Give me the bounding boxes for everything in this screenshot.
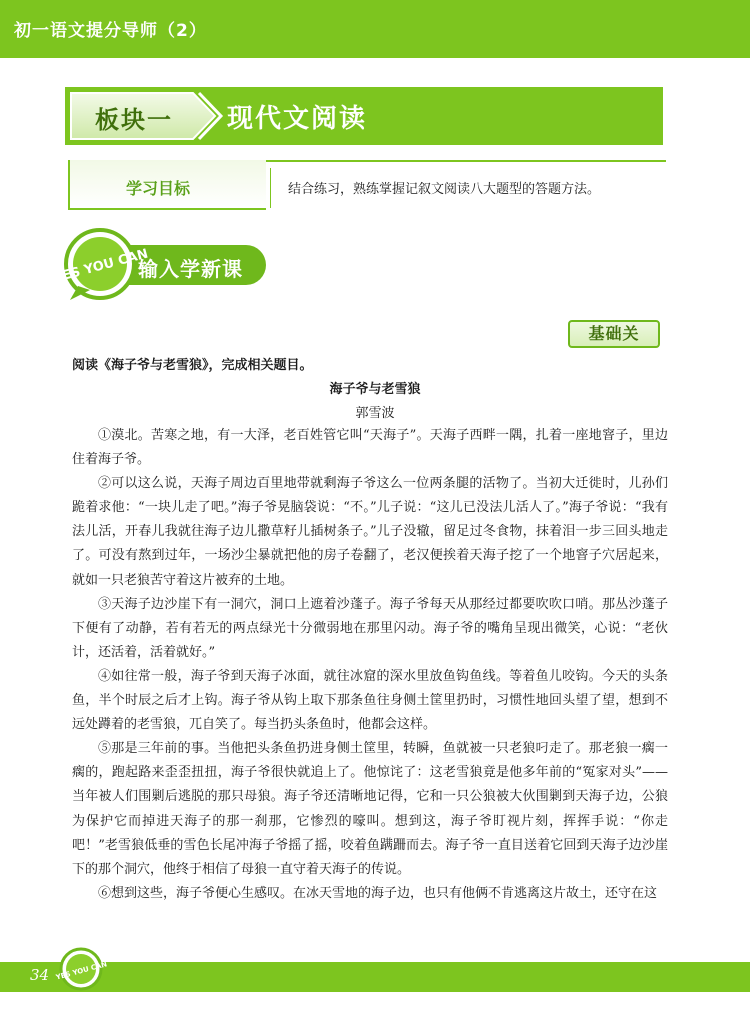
level-tag-label: 基础关 <box>588 324 640 343</box>
footer-logo-lettering: YES YOU CAN <box>55 960 108 982</box>
footer-logo <box>55 946 108 992</box>
article-title: 海子爷与老雪狼 <box>329 382 421 397</box>
paragraph: ⑤那是三年前的事。当他把头条鱼扔进身侧土筐里，转瞬，鱼就被一只老狼叼走了。那老狼一瘸一瘸的，跑起路来歪歪扭扭，海子爷很快就追上了。他惊诧了：这老雪狼竟是他多年前的“冤家对头”——当年被人们围剿后逃脱的那只母狼。海子爷还清晰地记得，它和一只公狼被大伙围剿到天海子边，公狼为保护它而掉进天海子的那一刹那，它惨烈的嚎叫。想到这，海子爷盯视片刻，挥挥手说：“你走吧！”老雪狼低垂的雪色长尾冲海子爷摇了摇，咬着鱼蹒跚而去。海子爷一直目送着它回到天海子边沙崖下的那个洞穴，他终于相信了母狼一直守着天海子的传说。 <box>72 741 668 877</box>
article-body <box>72 424 668 906</box>
article-author: 郭雪波 <box>355 406 395 421</box>
goal-label: 学习目标 <box>126 179 191 198</box>
section-banner <box>65 87 663 145</box>
logo-lettering: YES YOU CAN <box>51 246 150 287</box>
section-number: 板块一 <box>95 106 173 134</box>
reading-intro: 阅读《海子爷与老雪狼》，完成相关题目。 <box>72 358 313 373</box>
header-band <box>0 0 750 58</box>
paragraph: ③天海子边沙崖下有一洞穴，洞口上遮着沙蓬子。海子爷每天从那经过都要吹吹口哨。那丛沙蓬子下便有了动静，若有若无的两点绿光十分微弱地在那里闪动。海子爷的嘴角呈现出微笑，心说：“老伙计，还活着，活着就好。” <box>72 596 668 660</box>
page-number: 34 <box>30 966 50 984</box>
level-tag <box>568 320 660 348</box>
learn-label: 输入学新课 <box>138 257 243 281</box>
goal-divider <box>270 168 271 208</box>
yes-you-can-logo <box>51 224 150 304</box>
book-title: 初一语文提分导师（2） <box>14 21 207 41</box>
footer-band <box>0 962 750 992</box>
paragraph: ①漠北。苦寒之地，有一大泽，老百姓管它叫“天海子”。天海子西畔一隅，扎着一座地窨子，里边住着海子爷。 <box>72 428 668 468</box>
paragraph: ⑥想到这些，海子爷便心生感叹。在冰天雪地的海子边，也只有他俩不肯逃离这片故土，还守在这 <box>98 885 658 901</box>
goal-text: 结合练习，熟练掌握记叙文阅读八大题型的答题方法。 <box>288 182 601 197</box>
paragraph: ②可以这么说，天海子周边百里地带就剩海子爷这么一位两条腿的活物了。当初大迁徙时，儿孙们跪着求他：“一块儿走了吧。”海子爷晃脑袋说：“不。”儿子说：“这儿已没法儿活人了。”海子爷说：“我有法儿活，开春儿我就往海子边儿撒草籽儿插树条子。”儿子没辙，留足过冬食物，抹着泪一步三回头地走了。可没有熬到过年，一场沙尘暴就把他的房子卷翻了，老汉便挨着天海子挖了一个地窨子穴居起来，就如一只老狼苦守着这片被弃的土地。 <box>72 476 668 588</box>
paragraph: ④如往常一般，海子爷到天海子冰面，就往冰窟的深水里放鱼钩鱼线。等着鱼儿咬钩。今天的头条鱼，半个时辰之后才上钩。海子爷从钩上取下那条鱼往身侧土筐里扔时，习惯性地回头望了望，想到不远处蹲着的老雪狼，兀自笑了。每当扔头条鱼时，他都会这样。 <box>72 668 668 733</box>
section-topic: 现代文阅读 <box>227 104 368 134</box>
